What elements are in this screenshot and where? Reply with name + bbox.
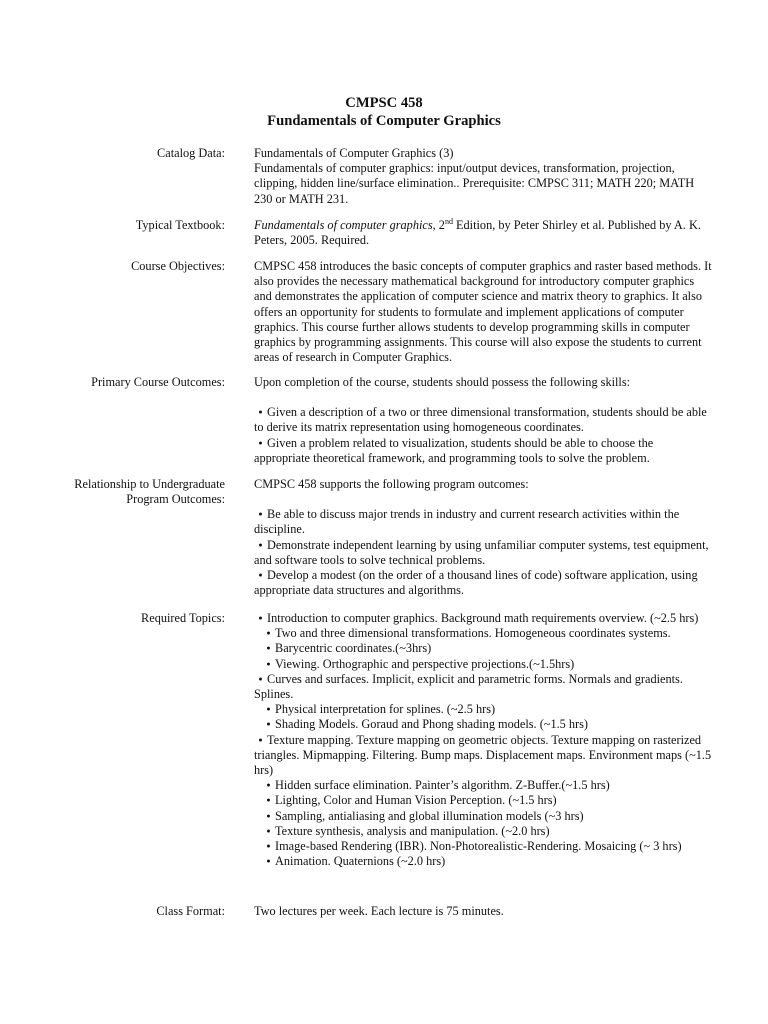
program-outcome-item: ● Demonstrate independent learning by using unfamiliar computer systems, test equipment, and software tools to solve technical problems. bbox=[254, 538, 712, 568]
topics-label: Required Topics: bbox=[141, 611, 225, 625]
course-code: CMPSC 458 bbox=[345, 95, 423, 111]
format-text: Two lectures per week. Each lecture is 75 minutes. bbox=[254, 904, 504, 918]
format-section bbox=[254, 904, 712, 919]
topic-item: ● Hidden surface elimination. Painter’s algorithm. Z-Buffer.(~1.5 hrs) bbox=[254, 778, 712, 793]
course-title: Fundamentals of Computer Graphics bbox=[267, 113, 501, 129]
textbook-edition-sup: nd bbox=[444, 216, 453, 226]
outcomes-section bbox=[254, 375, 712, 466]
program-outcome-item: ● Be able to discuss major trends in industry and current research activities within the discipline. bbox=[254, 507, 712, 537]
outcome-item: ● Given a problem related to visualization, students should be able to choose the appropriate theoretical framework, and programming tools to solve the problem. bbox=[254, 436, 712, 466]
program-label-line1: Relationship to Undergraduate bbox=[74, 477, 225, 491]
catalog-label: Catalog Data: bbox=[157, 146, 225, 160]
catalog-description: Fundamentals of computer graphics: input/output devices, transformation, projection, clipping, hidden line/surface elimination.. Prerequisite: CMPSC 311; MATH 220; MATH 230 or MATH 231. bbox=[254, 161, 695, 206]
outcome-item: ● Given a description of a two or three dimensional transformation, students should be able to derive its matrix representation using homogeneous coordinates. bbox=[254, 405, 712, 435]
program-intro: CMPSC 458 supports the following program outcomes: bbox=[254, 477, 529, 491]
program-label-line2: Program Outcomes: bbox=[126, 492, 225, 507]
textbook-rest: Edition, by Peter Shirley et al. Published by A. K. Peters, 2005. Required. bbox=[254, 218, 701, 248]
topic-item: ● Curves and surfaces. Implicit, explicit and parametric forms. Normals and gradients. Splines. bbox=[254, 672, 712, 702]
topic-item: ● Animation. Quaternions (~2.0 hrs) bbox=[254, 854, 712, 869]
topic-item: ● Introduction to computer graphics. Background math requirements overview. (~2.5 hrs) bbox=[254, 611, 712, 626]
textbook-text bbox=[254, 218, 712, 248]
topic-item: ● Viewing. Orthographic and perspective projections.(~1.5hrs) bbox=[254, 657, 712, 672]
program-outcomes-section bbox=[254, 477, 712, 598]
topic-item: ● Barycentric coordinates.(~3hrs) bbox=[254, 641, 712, 656]
topic-item: ● Sampling, antialiasing and global illumination models (~3 hrs) bbox=[254, 809, 712, 824]
topic-item: ● Two and three dimensional transformations. Homogeneous coordinates systems. bbox=[254, 626, 712, 641]
textbook-section bbox=[254, 218, 712, 248]
topic-item: ● Physical interpretation for splines. (~2.5 hrs) bbox=[254, 702, 712, 717]
topic-item: ● Shading Models. Goraud and Phong shading models. (~1.5 hrs) bbox=[254, 717, 712, 732]
textbook-title: Fundamentals of computer graphics bbox=[254, 218, 433, 232]
outcomes-label: Primary Course Outcomes: bbox=[91, 375, 225, 389]
topic-item: ● Texture synthesis, analysis and manipulation. (~2.0 hrs) bbox=[254, 824, 712, 839]
program-outcomes-label bbox=[25, 477, 225, 507]
objectives-label: Course Objectives: bbox=[131, 259, 225, 273]
outcomes-intro: Upon completion of the course, students should possess the following skills: bbox=[254, 375, 631, 389]
catalog-section bbox=[254, 146, 712, 207]
objectives-section bbox=[254, 259, 712, 365]
topic-item: ● Texture mapping. Texture mapping on geometric objects. Texture mapping on rasterized triangles. Mipmapping. Filtering. Bump maps. Displacement maps. Environment maps (~1.5 hrs) bbox=[254, 733, 712, 779]
catalog-line1: Fundamentals of Computer Graphics (3) bbox=[254, 146, 454, 160]
textbook-edition-num: , 2 bbox=[432, 218, 445, 232]
topic-item: ● Lighting, Color and Human Vision Perception. (~1.5 hrs) bbox=[254, 793, 712, 808]
topics-section bbox=[254, 611, 712, 869]
format-label: Class Format: bbox=[156, 904, 225, 918]
objectives-text: CMPSC 458 introduces the basic concepts of computer graphics and raster based methods. It also provides the necessary mathematical background for introductory computer graphics and demonstrates the application of computer science and matrix theory to graphics. It also offers an opportunity for students to formulate and implement applications of computer graphics. This course further allows students to develop programming skills in computer graphics by programming assignments. This course will also expose the students to current areas of research in Computer Graphics. bbox=[254, 259, 712, 365]
topic-item: ● Image-based Rendering (IBR). Non-Photorealistic-Rendering. Mosaicing (~ 3 hrs) bbox=[254, 839, 712, 854]
textbook-label: Typical Textbook: bbox=[135, 218, 225, 232]
program-outcome-item: ● Develop a modest (on the order of a thousand lines of code) software application, using appropriate data structures and algorithms. bbox=[254, 568, 712, 598]
